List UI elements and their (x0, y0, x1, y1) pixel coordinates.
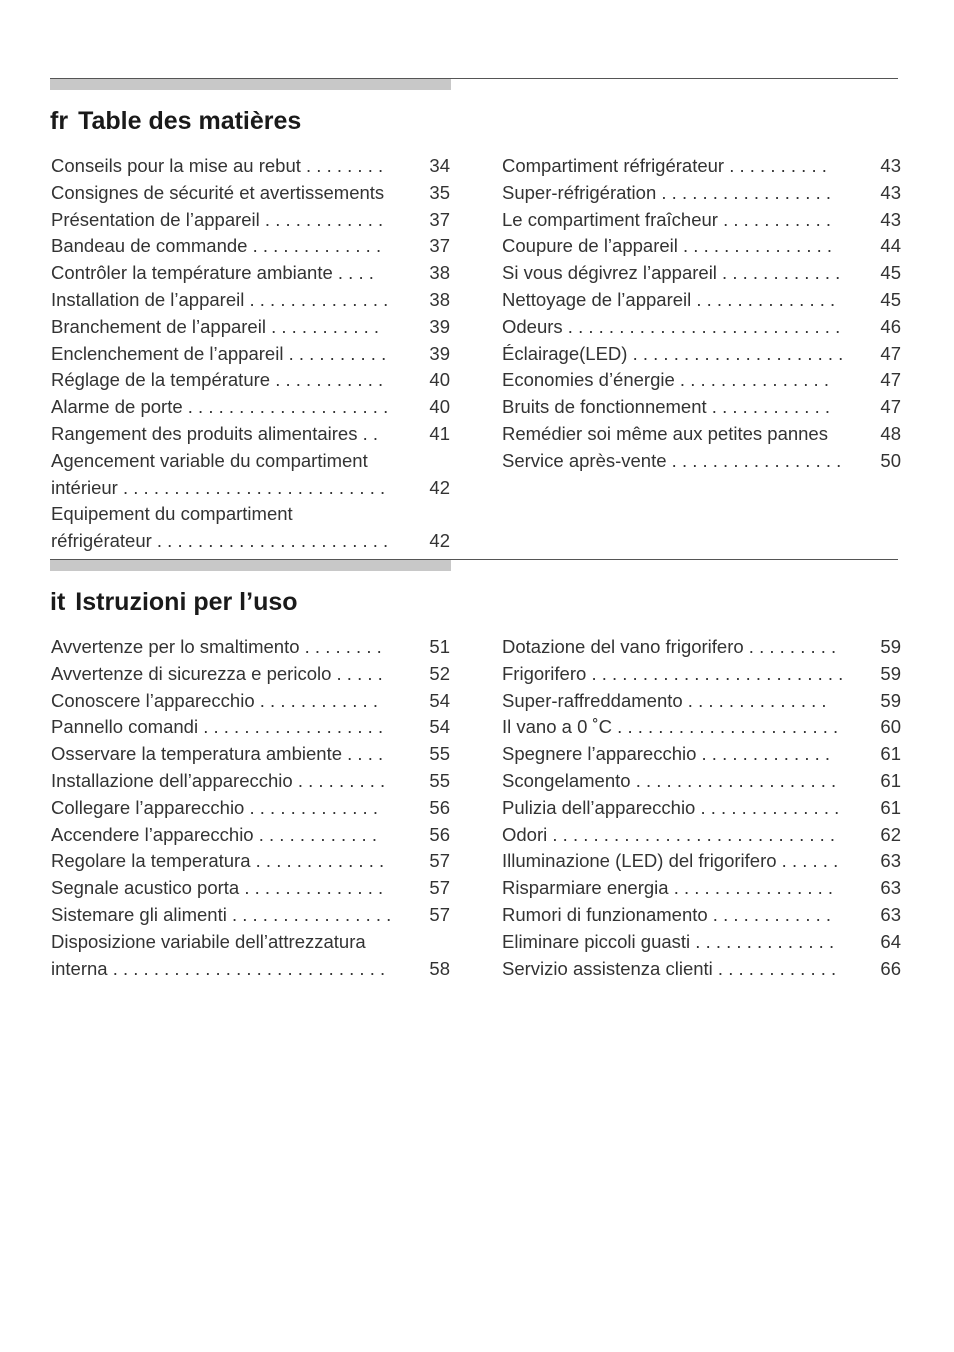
toc-entry[interactable] (51, 180, 450, 207)
toc-entry-title: Super-raffreddamento . . . . . . . . . . . . . . (502, 689, 827, 711)
toc-entry[interactable] (51, 795, 450, 822)
toc-entry-page-number: 62 (880, 823, 901, 845)
toc-entry-page-number: 50 (880, 449, 901, 471)
toc-entry-title: réfrigérateur . . . . . . . . . . . . . . . . . . . . . . . (51, 530, 389, 552)
toc-section-it (50, 559, 901, 979)
toc-entry[interactable] (51, 875, 450, 902)
toc-entry-title: Eliminare piccoli guasti . . . . . . . . . . . . . . (502, 930, 835, 952)
toc-entry-page-number: 55 (429, 743, 450, 765)
toc-entry[interactable] (502, 394, 901, 421)
toc-entry-title: Installazione dell’apparecchio . . . . . . . . . (51, 769, 386, 791)
toc-entry-page-number: 63 (880, 850, 901, 872)
toc-entry[interactable] (51, 661, 450, 688)
toc-entry[interactable] (502, 822, 901, 849)
section-title: Istruzioni per l’uso (75, 588, 298, 616)
toc-entry-title-line1: Agencement variable du compartiment (51, 449, 368, 471)
toc-entry-page-number: 51 (429, 636, 450, 657)
toc-entry[interactable] (51, 634, 450, 661)
toc-entry-page-number: 61 (880, 769, 901, 791)
toc-entry-page-number: 43 (880, 208, 901, 230)
toc-entry-title: Pannello comandi . . . . . . . . . . . . . . . . . . (51, 716, 384, 738)
toc-entry-page-number: 52 (429, 662, 450, 684)
toc-entry[interactable] (502, 929, 901, 956)
toc-entry-page-number: 54 (429, 689, 450, 711)
section-heading (50, 583, 898, 621)
toc-entry-page-number: 43 (880, 155, 901, 176)
toc-entry-page-number: 44 (880, 235, 901, 257)
toc-entry[interactable] (51, 314, 450, 341)
toc-entry[interactable] (502, 207, 901, 234)
toc-entry-page-number: 38 (429, 288, 450, 310)
toc-entry-title: Scongelamento . . . . . . . . . . . . . . . . . . . . (502, 769, 837, 791)
toc-entry-page-number: 57 (429, 903, 450, 925)
toc-entry[interactable] (502, 795, 901, 822)
toc-entry[interactable] (502, 287, 901, 314)
toc-entry-page-number: 37 (429, 235, 450, 257)
toc-entry-page-number: 57 (429, 877, 450, 899)
toc-entry-title-line1: Disposizione variabile dell’attrezzatura (51, 930, 366, 952)
toc-entry-page-number: 54 (429, 716, 450, 738)
toc-entry-page-number: 59 (880, 689, 901, 711)
toc-entry[interactable] (51, 902, 450, 929)
toc-column-right (502, 153, 901, 475)
toc-entry-title: Branchement de l’appareil . . . . . . . . . . . (51, 315, 380, 337)
toc-entry[interactable] (51, 341, 450, 368)
toc-entry-title: Réglage de la température . . . . . . . . . . . (51, 369, 384, 391)
toc-entry-title: Regolare la temperatura . . . . . . . . . . . . . (51, 850, 385, 872)
toc-entry[interactable] (502, 634, 901, 661)
toc-entry[interactable] (51, 501, 450, 555)
toc-entry-title: Service après-vente . . . . . . . . . . . . . . . . . (502, 449, 842, 471)
toc-entry-title: Conseils pour la mise au rebut . . . . . . . . (51, 155, 384, 176)
language-code: it (50, 588, 66, 616)
toc-entry[interactable] (51, 394, 450, 421)
toc-entry-page-number: 56 (429, 823, 450, 845)
toc-entry-page-number: 63 (880, 903, 901, 925)
toc-entry-page-number: 41 (429, 422, 450, 444)
toc-entry[interactable] (51, 688, 450, 715)
toc-entry[interactable] (502, 956, 901, 983)
toc-entry[interactable] (51, 233, 450, 260)
toc-entry[interactable] (502, 875, 901, 902)
toc-entry-page-number: 40 (429, 369, 450, 391)
toc-entry-page-number: 63 (880, 877, 901, 899)
toc-entry[interactable] (51, 741, 450, 768)
toc-entry-title: Frigorifero . . . . . . . . . . . . . . . . . . . . . . . . . (502, 662, 844, 684)
toc-entry[interactable] (51, 260, 450, 287)
toc-entry[interactable] (51, 153, 450, 180)
toc-entry-title: Si vous dégivrez l’appareil . . . . . . . . . . . . (502, 262, 841, 284)
toc-entry-title: Alarme de porte . . . . . . . . . . . . . . . . . . . . (51, 396, 389, 418)
toc-entry-title: Odeurs . . . . . . . . . . . . . . . . . . . . . . . . . . . (502, 315, 841, 337)
toc-entry[interactable] (502, 714, 901, 741)
toc-entry-title: Éclairage(LED) . . . . . . . . . . . . . . . . . . . . . (502, 342, 844, 364)
toc-entry-title: Il vano a 0 ˚C . . . . . . . . . . . . . . . . . . . . . . (502, 716, 839, 738)
toc-column-left (51, 153, 450, 555)
toc-entry-title: Dotazione del vano frigorifero . . . . . . . . . (502, 636, 837, 657)
toc-entry[interactable] (502, 741, 901, 768)
toc-entry[interactable] (502, 180, 901, 207)
toc-entry[interactable] (51, 714, 450, 741)
toc-entry[interactable] (502, 367, 901, 394)
toc-entry-title: Super-réfrigération . . . . . . . . . . . . . . . . . (502, 181, 831, 203)
toc-entry-title: Le compartiment fraîcheur . . . . . . . . . . . (502, 208, 832, 230)
toc-entry-page-number: 61 (880, 743, 901, 765)
toc-entry-page-number: 37 (429, 208, 450, 230)
toc-entry[interactable] (502, 153, 901, 180)
toc-entry-page-number: 64 (880, 930, 901, 952)
section-title: Table des matières (78, 107, 302, 135)
toc-entry[interactable] (502, 314, 901, 341)
toc-entry-page-number: 47 (880, 342, 901, 364)
toc-entry[interactable] (51, 287, 450, 314)
toc-entry[interactable] (502, 260, 901, 287)
toc-entry[interactable] (51, 768, 450, 795)
toc-entry-title: Compartiment réfrigérateur . . . . . . . . . . (502, 155, 827, 176)
toc-entry-page-number: 40 (429, 396, 450, 418)
toc-entry-page-number: 59 (880, 636, 901, 657)
toc-section-fr (50, 78, 901, 552)
toc-entry-title: Servizio assistenza clienti . . . . . . . . . . . . (502, 957, 837, 979)
toc-entry-page-number: 38 (429, 262, 450, 284)
toc-entry[interactable] (51, 207, 450, 234)
toc-entry-title: Présentation de l’appareil . . . . . . . . . . . . (51, 208, 384, 230)
toc-entry-title: Consignes de sécurité et avertissements (51, 181, 385, 203)
toc-entry-page-number: 60 (880, 716, 901, 738)
section-rule (50, 559, 898, 571)
toc-entry-title: Spegnere l’apparecchio . . . . . . . . . . . . . (502, 743, 831, 765)
toc-entry[interactable] (502, 902, 901, 929)
toc-entry-page-number: 42 (429, 476, 450, 498)
toc-entry-title: Conoscere l’apparecchio . . . . . . . . . . . . (51, 689, 378, 711)
language-code: fr (50, 107, 69, 135)
toc-entry-page-number: 45 (880, 288, 901, 310)
toc-entry-page-number: 47 (880, 396, 901, 418)
toc-entry[interactable] (502, 233, 901, 260)
toc-entry-page-number: 56 (429, 796, 450, 818)
toc-entry-title: Rangement des produits alimentaires . . (51, 422, 379, 444)
toc-entry[interactable] (51, 848, 450, 875)
toc-entry-title: interna . . . . . . . . . . . . . . . . . . . . . . . . . . . (51, 957, 386, 979)
toc-entry-page-number: 58 (429, 957, 450, 979)
section-heading (50, 102, 898, 140)
toc-entry-title: Risparmiare energia . . . . . . . . . . . . . . . . (502, 877, 834, 899)
toc-entry-page-number: 42 (429, 530, 450, 552)
toc-column-right (502, 634, 901, 982)
toc-entry-page-number: 66 (880, 957, 901, 979)
toc-entry-title: Segnale acustico porta . . . . . . . . . . . . . . (51, 877, 384, 899)
toc-entry-title: Avvertenze per lo smaltimento . . . . . . . . (51, 636, 382, 657)
toc-entry[interactable] (51, 448, 450, 502)
toc-entry-page-number: 45 (880, 262, 901, 284)
toc-entry-title-line1: Equipement du compartiment (51, 503, 293, 525)
toc-entry[interactable] (51, 421, 450, 448)
toc-entry-title: Bandeau de commande . . . . . . . . . . . . . (51, 235, 382, 257)
toc-entry-page-number: 61 (880, 796, 901, 818)
toc-entry-title: Nettoyage de l’appareil . . . . . . . . . . . . . . (502, 288, 836, 310)
toc-entry-title: Economies d’énergie . . . . . . . . . . . . . . . (502, 369, 829, 391)
toc-entry-title: Rumori di funzionamento . . . . . . . . . . . . (502, 903, 832, 925)
toc-entry-page-number: 34 (429, 155, 450, 176)
toc-entry-title: intérieur . . . . . . . . . . . . . . . . . . . . . . . . . . (51, 476, 386, 498)
toc-entry-title: Osservare la temperatura ambiente . . . . (51, 743, 384, 765)
toc-entry-page-number: 43 (880, 181, 901, 203)
toc-entry[interactable] (502, 341, 901, 368)
toc-entry-title: Installation de l’appareil . . . . . . . . . . . . . . (51, 288, 389, 310)
toc-column-left (51, 634, 450, 982)
toc-entry-page-number: 47 (880, 369, 901, 391)
toc-entry-title: Coupure de l’appareil . . . . . . . . . . . . . . . (502, 235, 833, 257)
toc-entry-page-number: 48 (880, 422, 901, 444)
toc-entry-title: Sistemare gli alimenti . . . . . . . . . . . . . . . . (51, 903, 392, 925)
toc-entry-title: Accendere l’apparecchio . . . . . . . . . . . . (51, 823, 377, 845)
toc-entry-title: Illuminazione (LED) del frigorifero . . . . . . (502, 850, 839, 872)
toc-entry-page-number: 55 (429, 769, 450, 791)
toc-entry[interactable] (51, 929, 450, 983)
toc-entry[interactable] (502, 661, 901, 688)
toc-entry-title: Remédier soi même aux petites pannes (502, 422, 828, 444)
toc-entry[interactable] (502, 421, 901, 448)
toc-entry-title: Collegare l’apparecchio . . . . . . . . . . . . . (51, 796, 378, 818)
toc-entry-title: Enclenchement de l’appareil . . . . . . . . . . (51, 342, 387, 364)
toc-entry[interactable] (502, 768, 901, 795)
toc-entry-title: Contrôler la température ambiante . . . . (51, 262, 374, 284)
toc-entry-title: Bruits de fonctionnement . . . . . . . . . . . . (502, 396, 831, 418)
section-rule (50, 78, 898, 90)
toc-entry-page-number: 39 (429, 315, 450, 337)
toc-entry[interactable] (502, 688, 901, 715)
toc-entry-page-number: 46 (880, 315, 901, 337)
toc-entry-title: Pulizia dell’apparecchio . . . . . . . . . . . . . . (502, 796, 840, 818)
toc-entry[interactable] (502, 848, 901, 875)
toc-entry-page-number: 39 (429, 342, 450, 364)
toc-entry-title: Avvertenze di sicurezza e pericolo . . . . . (51, 662, 383, 684)
toc-entry-title: Odori . . . . . . . . . . . . . . . . . . . . . . . . . . . . (502, 823, 836, 845)
toc-entry-page-number: 35 (429, 181, 450, 203)
toc-entry[interactable] (51, 822, 450, 849)
toc-entry[interactable] (502, 448, 901, 475)
toc-entry-page-number: 59 (880, 662, 901, 684)
toc-entry[interactable] (51, 367, 450, 394)
toc-entry-page-number: 57 (429, 850, 450, 872)
